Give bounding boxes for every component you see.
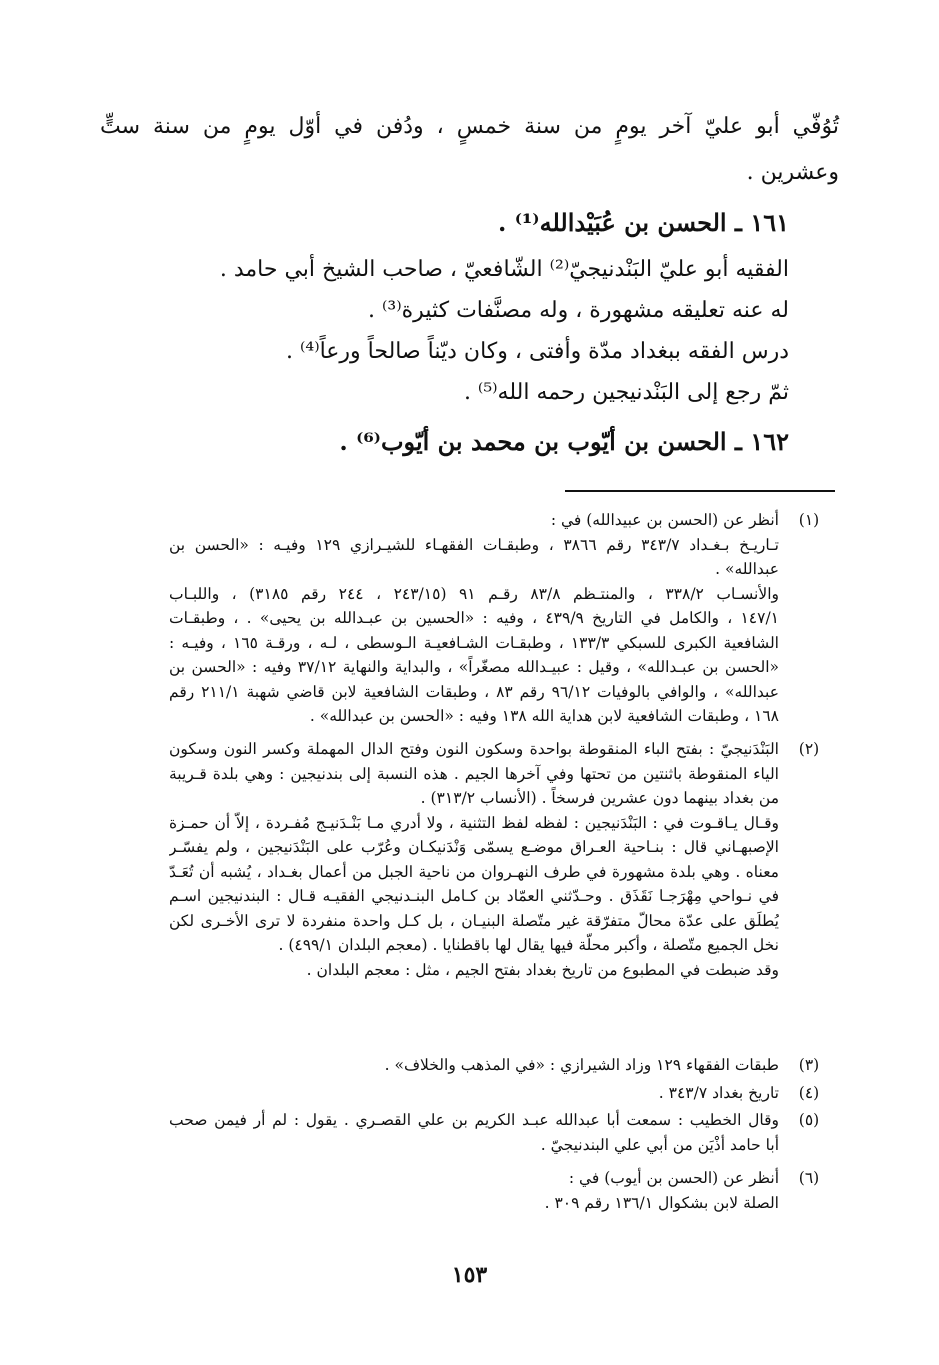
footnote-line: أنظر عن (الحسن بن أيوب) في :: [568, 1169, 779, 1187]
footnote-line: يُطلَق على عدّة محالّ متفرّقة غير متّصلة البنيـان ، بل كـل واحدة منفردة لا ترى الأخـرى لكن: [169, 911, 779, 930]
intro-line-2: وعشرين .: [746, 160, 839, 185]
entry-161-heading: ١٦١ ـ الحسن بن عُبَيْدالله⁽¹⁾ .: [498, 208, 789, 237]
footnote-line: معناه . وهي بلدة مشهورة في طرف النهـروان من ناحية الجبل من أعمال بغـداد ، يُشبه أن تُعَـدّ: [169, 862, 779, 881]
footnote-number: (٣): [798, 1056, 820, 1074]
footnote-5: [99, 1108, 839, 1157]
footnote-number: (٢): [798, 740, 820, 758]
footnote-line: في نـواحي مِهْرَجـا نَقَذَق . وحـدّثني العمّاد بن كـامل البنـدنيجي الفقيـه قـال : البندنيجين اسـم: [169, 887, 779, 905]
footnote-line: وقد ضبطت في المطبوع من تاريخ بغداد بفتح الجيم ، مثل : معجم البلدان .: [306, 960, 779, 979]
footnote-number: (٦): [798, 1169, 820, 1187]
entry-161-line-3: درس الفقه ببغداد مدّة وأفتى ، وكان ديّناً صالحاً ورعاً⁽⁴⁾ .: [285, 339, 789, 364]
footnote-1: [99, 508, 839, 729]
footnote-line: البَنْدَنيجيّ : بفتح الباء المنقوطة بواحدة وسكون النون وفتح الدال المهملة وكسر النون وسكون: [169, 740, 779, 758]
intro-line-1: تُوُفّي أبو عليّ آخر يومٍ من سنة خمسٍ ، ودُفن في أوّل يومٍ من سنة ستٍّ: [100, 114, 839, 139]
footnote-line: «الحسن بن عبـدالله» ، وقيل : عبيـدالله مصغّراً» ، والبداية والنهاية ٣٧/١٢ وفيه : «الحسن بن: [169, 658, 779, 676]
footnote-line: من بغداد بينهما دون عشرين فرسخاً . (الأنساب ٣١٣/٢) .: [420, 789, 779, 807]
footnote-line: وقال الخطيب : سمعت أبا عبدالله عبـد الكريم بن علي القصـري . يقول : لم أر فيمن صحب: [169, 1111, 779, 1129]
footnote-line: أنظر عن (الحسن بن عبيدالله) في :: [550, 511, 779, 529]
footnote-3: [99, 1053, 839, 1078]
footnote-line: الشافعية الكبرى للسبكي ١٣٣/٣ ، وطبقـات الشـافعيـة الـوسطى ، لـه ، ورقـة ١٦٥ ، وفيـه :: [169, 633, 779, 652]
footnote-line: نخل الجميع متّصلة ، وأكبر محلّة فيها يقال لها باقطنايا . (معجم البلدان ٤٩٩/١) .: [278, 936, 779, 954]
footnote-line: أبا حامد أذْيَن من أبي علي البندنيجيّ .: [540, 1135, 779, 1154]
footnote-line: ١٦٨ ، وطبقات الشافعية لابن هداية الله ١٣٨ وفيه : «الحسن بن عبدالله» .: [309, 707, 779, 725]
footnote-line: الياء المنقوطة باثنتين من تحتها وفي آخرها الجيم . هذه النسبة إلى بندنيجين : وهي بلدة قـريبة: [169, 764, 779, 783]
entry-161-line-2: له عنه تعليقه مشهورة ، وله مصنَّفات كثيرة⁽³⁾ .: [368, 298, 789, 323]
footnote-2: [99, 737, 839, 982]
footnote-separator: [565, 490, 835, 492]
entry-161-line-4: ثمّ رجع إلى البَنْدنيجين رحمه الله⁽⁵⁾ .: [463, 380, 789, 405]
footnote-line: الإصبهـاني قال : بنـاحية العـراق موضـع يسمّى وَنْدَنيكـان وعُرّب على البَنْدَنيجين ، ولم يفسّـر: [169, 838, 779, 856]
footnote-line: تـاريـخ بـغـداد ٣٤٣/٧ رقم ٣٨٦٦ ، وطبقـات الفقهـاء للشيـرازي ١٢٩ وفيـه : «الحسن بن: [169, 535, 779, 554]
footnote-line: الصلة لابن بشكوال ١٣٦/١ رقم ٣٠٩ .: [544, 1193, 779, 1212]
footnote-line: عبدالله» ، والوافي بالوفيات ٩٦/١٢ رقم ٨٣ ، وطبقات الشافعية لابن قاضي شهبة ٢١١/١ رقم: [169, 682, 779, 701]
footnote-number: (٥): [798, 1111, 820, 1129]
footnote-line: ١٤٧/١ ، والكامل في التاريخ ٤٣٩/٩ ، وفيه : «الحسين بن عبـدالله بن يحيى» . ، وطبقـات: [169, 609, 779, 627]
footnote-6: [99, 1166, 839, 1215]
entry-162-heading: ١٦٢ ـ الحسن بن أيّوب بن محمد بن أيّوب⁽⁶⁾ .: [339, 427, 789, 456]
footnote-line: والأنسـاب ٣٣٨/٢ ، والمنتـظم ٨٣/٨ رقـم ٩١ (٢٤٣/١٥ ، ٢٤٤ رقم ٣١٨٥) ، واللبـاب: [169, 584, 779, 603]
footnote-line: طبقات الفقهاء ١٢٩ وزاد الشيرازي : «في المذهب والخلاف» .: [384, 1056, 779, 1074]
footnote-line: عبدالله» .: [715, 560, 779, 578]
entry-161-line-1: الفقيه أبو عليّ البَنْدنيجيّ⁽²⁾ الشّافعيّ ، صاحب الشيخ أبي حامد .: [219, 257, 789, 282]
footnote-number: (٤): [798, 1084, 820, 1102]
page-number: ١٥٣: [451, 1262, 488, 1288]
footnote-number: (١): [798, 511, 820, 529]
footnote-line: تاريخ بغداد ٣٤٣/٧ .: [658, 1084, 779, 1102]
footnote-line: وقـال يـاقـوت في : البَنْدَنيجين : لفظه لفظ التثنية ، ولا أدري مـا بَنْـدَنيـج مُفـردة ، إلاّ أن حمـزة: [169, 813, 779, 832]
footnote-4: [99, 1081, 839, 1106]
